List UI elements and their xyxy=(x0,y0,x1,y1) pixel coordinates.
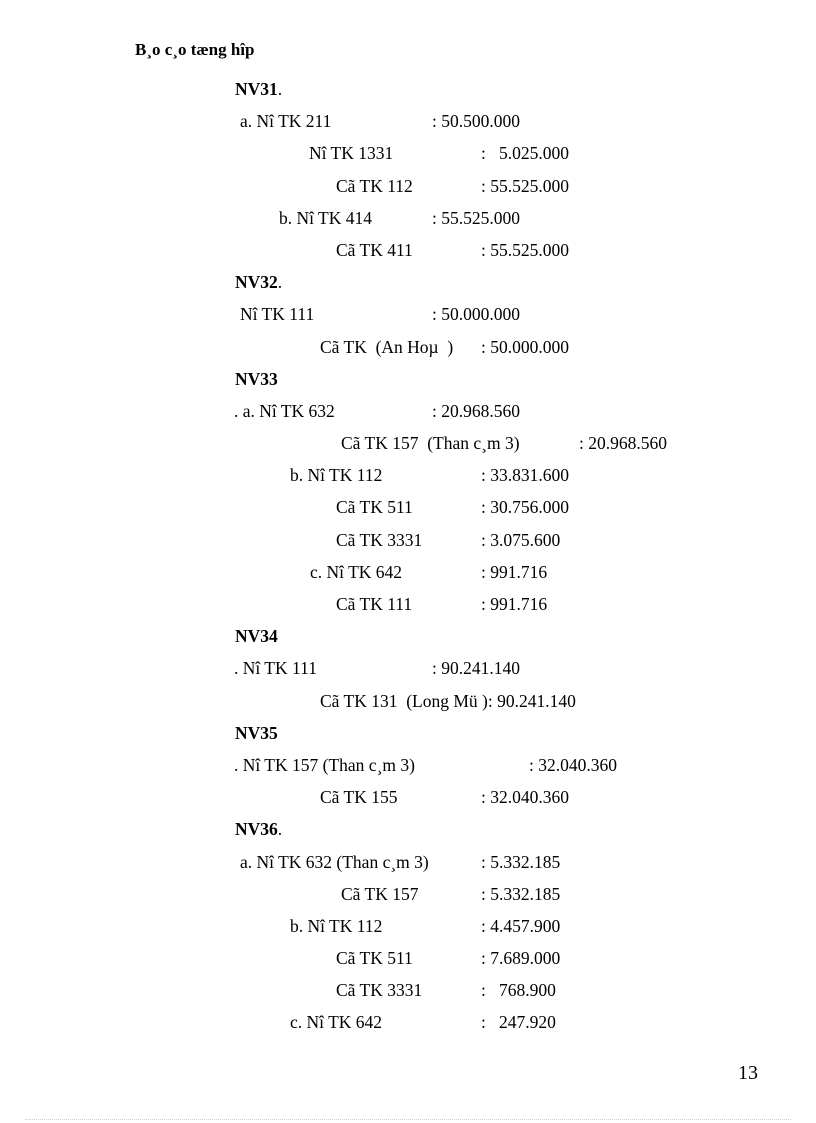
amount-text: : 32.040.360 xyxy=(481,787,569,808)
entry-line xyxy=(0,883,816,915)
entry-line xyxy=(0,529,816,561)
heading-dot: . xyxy=(277,79,283,99)
amount-text: : 7.689.000 xyxy=(481,948,561,969)
entry-line xyxy=(0,593,816,625)
entry-line xyxy=(0,432,816,464)
entry-line xyxy=(0,657,816,689)
account-text: Cã TK 157 (Than c¸m 3) xyxy=(341,433,520,454)
section-label: NV34 xyxy=(235,626,278,647)
entry-line xyxy=(0,142,816,174)
entry-line xyxy=(0,947,816,979)
section-heading-nv32 xyxy=(0,271,816,303)
amount-text: : 55.525.000 xyxy=(481,175,569,196)
amount-text: : 991.716 xyxy=(481,561,548,582)
account-text: Cã TK 3331 xyxy=(336,529,423,550)
account-text: b. Nî TK 112 xyxy=(290,915,383,936)
section-heading-nv36 xyxy=(0,818,816,850)
section-heading-nv35 xyxy=(0,722,816,754)
amount-text: : 32.040.360 xyxy=(529,754,617,775)
account-text: Nî TK 1331 xyxy=(309,143,394,164)
section-heading-nv33 xyxy=(0,368,816,400)
account-text: Cã TK 157 xyxy=(341,883,419,904)
amount-text: : 4.457.900 xyxy=(481,915,561,936)
entry-line xyxy=(0,561,816,593)
entry-line xyxy=(0,207,816,239)
section-heading-nv31 xyxy=(0,78,816,110)
amount-text: : 20.968.560 xyxy=(579,433,667,454)
account-text: Cã TK 155 xyxy=(320,787,398,808)
account-text: Cã TK 411 xyxy=(336,239,413,260)
section-label: NV36 xyxy=(235,819,278,840)
entry-line xyxy=(0,1011,816,1043)
entry-line xyxy=(0,303,816,335)
amount-text: : 50.000.000 xyxy=(432,304,520,325)
amount-text: : 768.900 xyxy=(481,980,556,1001)
page-bottom-divider xyxy=(25,1119,791,1120)
amount-text: : 30.756.000 xyxy=(481,497,569,518)
entry-line xyxy=(0,690,816,722)
section-label: NV33 xyxy=(235,368,278,389)
account-text: a. Nî TK 632 (Than c¸m 3) xyxy=(240,851,429,872)
amount-text: : 247.920 xyxy=(481,1012,556,1033)
entry-line xyxy=(0,786,816,818)
account-text: a. Nî TK 211 xyxy=(240,111,332,132)
amount-text: : 3.075.600 xyxy=(481,529,561,550)
amount-text: : 90.241.140 xyxy=(432,658,520,679)
heading-dot: . xyxy=(277,272,283,293)
amount-text: : 33.831.600 xyxy=(481,465,569,486)
entry-line xyxy=(0,915,816,947)
entry-line xyxy=(0,239,816,271)
account-text: c. Nî TK 642 xyxy=(290,1012,383,1033)
amount-text: : 55.525.000 xyxy=(481,239,569,260)
account-text: c. Nî TK 642 xyxy=(310,561,403,582)
account-text: Nî TK 111 xyxy=(240,304,315,325)
section-label: NV35 xyxy=(235,722,278,743)
account-text: Cã TK 3331 xyxy=(336,980,423,1001)
account-text: b. Nî TK 414 xyxy=(279,207,373,228)
account-text: . Nî TK 157 (Than c¸m 3) xyxy=(234,754,415,775)
amount-text: : 5.025.000 xyxy=(481,143,569,164)
account-text: . a. Nî TK 632 xyxy=(234,400,335,421)
account-text: Cã TK 511 xyxy=(336,948,413,969)
page-number: 13 xyxy=(738,1062,758,1084)
amount-text: : 50.000.000 xyxy=(481,336,569,357)
section-heading-nv34 xyxy=(0,625,816,657)
entry-line xyxy=(0,400,816,432)
section-label: NV32 xyxy=(235,272,278,293)
account-text: . Nî TK 111 xyxy=(234,658,317,679)
entry-line xyxy=(0,754,816,786)
section-label: NV31 xyxy=(235,79,278,99)
amount-text: : 5.332.185 xyxy=(481,883,561,904)
account-text: Cã TK 511 xyxy=(336,497,413,518)
report-header: B¸o c¸o tæng hîp xyxy=(135,40,255,59)
amount-text: : 55.525.000 xyxy=(432,207,520,228)
amount-text: : 5.332.185 xyxy=(481,851,561,872)
entry-line xyxy=(0,336,816,368)
journal-entries xyxy=(0,78,816,1044)
amount-text: : 20.968.560 xyxy=(432,400,520,421)
account-text: Cã TK 112 xyxy=(336,175,413,196)
entry-line xyxy=(0,496,816,528)
account-text: Cã TK (An Hoµ ) xyxy=(320,336,454,357)
entry-line xyxy=(0,979,816,1011)
amount-text: : 991.716 xyxy=(481,594,548,614)
entry-line xyxy=(0,464,816,496)
account-text: b. Nî TK 112 xyxy=(290,465,383,486)
heading-dot: . xyxy=(277,819,283,840)
account-text: Cã TK 111 xyxy=(336,594,413,614)
entry-line xyxy=(0,175,816,207)
entry-line xyxy=(0,851,816,883)
entry-line xyxy=(0,110,816,142)
amount-text: : 50.500.000 xyxy=(432,111,520,132)
account-text: Cã TK 131 (Long Mü ): 90.241.140 xyxy=(320,690,576,711)
